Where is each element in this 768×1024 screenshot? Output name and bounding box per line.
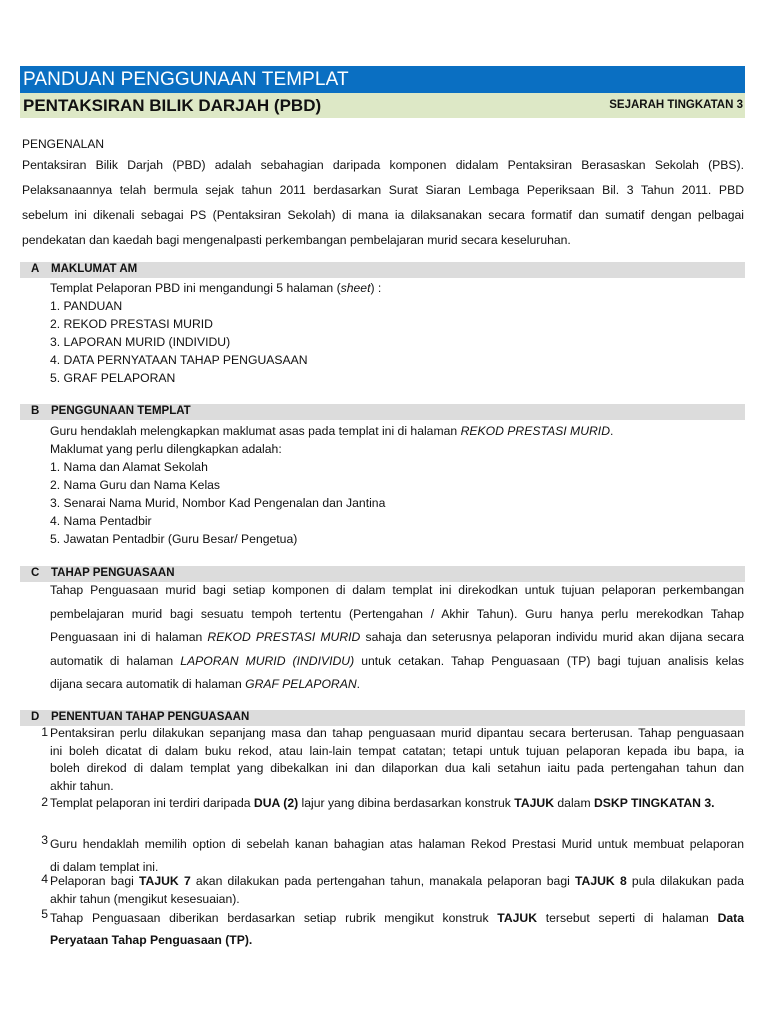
text-bold: TAJUK 8	[575, 874, 627, 888]
item-number: 5	[41, 907, 48, 921]
text: Templat Pelaporan PBD ini mengandungi 5 halaman (	[50, 281, 341, 295]
title-bar	[20, 66, 745, 93]
text: tersebut seperti di halaman	[537, 911, 718, 925]
list-item: 2. Nama Guru dan Nama Kelas	[50, 478, 221, 492]
text-line: di dalam templat ini.	[50, 860, 159, 874]
section-a-intro	[50, 279, 381, 297]
text-line	[50, 872, 744, 890]
text-line	[50, 929, 744, 951]
section-d-item-1	[50, 725, 744, 795]
text-italic: sheet	[340, 281, 371, 295]
text: automatik di halaman	[50, 653, 181, 668]
section-letter: B	[31, 405, 40, 417]
section-d-item-4	[50, 872, 744, 908]
list-item: 1. PANDUAN	[50, 299, 123, 313]
text: dijana secara automatik di halaman	[50, 677, 246, 691]
text: sahaja dan seterusnya pelaporan individu murid akan dijana secara	[360, 630, 744, 644]
text-italic: GRAF PELAPORAN	[245, 677, 357, 691]
section-letter: A	[31, 263, 40, 275]
text-line: akhir tahun (mengikut kesesuaian).	[50, 892, 240, 906]
intro-line: pendekatan dan kaedah bagi mengenalpasti perkembangan pembelajaran murid secara keseluruhan.	[22, 233, 571, 247]
intro-line: Pelaksanaannya telah bermula sejak tahun 2011 berdasarkan Surat Siaran Lembaga Peperiksaan Bil. 3 Tahun 2011. PBD	[22, 183, 744, 197]
subtitle-bar	[20, 93, 745, 118]
text-bold: Peryataan Tahap Penguasaan (TP).	[50, 933, 253, 947]
section-label: PENGGUNAAN TEMPLAT	[51, 405, 191, 417]
section-b-header	[20, 404, 745, 420]
text-line: ini boleh dicatat di dalam buku rekod, atau lain-lain tempat catatan; tetapi untuk tujuan pelaporan kepada ibu bapa, ia	[50, 743, 744, 758]
text: .	[610, 424, 614, 438]
text-line	[50, 907, 744, 929]
text: Templat pelaporan ini terdiri daripada	[50, 796, 254, 810]
text: ) :	[370, 281, 382, 295]
page-subtitle: PENTAKSIRAN BILIK DARJAH (PBD)	[23, 96, 322, 115]
text-bold: DUA (2)	[253, 796, 299, 810]
text-line	[50, 422, 613, 440]
section-b-text	[50, 422, 613, 548]
text-line: boleh direkod di dalam templat yang dibekalkan ini dan dilaporkan dua kali setahun iaitu pada pertengahan tahun dan	[50, 761, 744, 775]
text: .	[356, 677, 361, 691]
intro-line: Pentaksiran Bilik Darjah (PBD) adalah sebahagian daripada komponen didalam Pentaksiran Berasaskan Sekolah (PBS).	[22, 158, 744, 172]
list-item: 4. Nama Pentadbir	[50, 514, 152, 528]
text-line: pembelajaran murid bagi sesuatu tempoh tertentu (Pertengahan / Akhir Tahun). Guru hanya perlu merekodkan Tahap	[50, 606, 744, 621]
text: Guru hendaklah melengkapkan maklumat asas pada templat ini di halaman	[50, 424, 461, 438]
item-number: 2	[41, 795, 48, 809]
list-item: 5. GRAF PELAPORAN	[50, 371, 176, 385]
text-line	[50, 673, 744, 697]
section-label: PENENTUAN TAHAP PENGUASAAN	[51, 711, 250, 723]
text: lajur yang dibina berdasarkan konstruk	[298, 796, 515, 810]
section-label: TAHAP PENGUASAAN	[51, 567, 175, 579]
section-c-paragraph	[50, 579, 744, 697]
text-italic: REKOD PRESTASI MURID	[207, 630, 361, 644]
text: akan dilakukan pada pertengahan tahun, manakala pelaporan bagi	[190, 874, 576, 888]
list-item: 1. Nama dan Alamat Sekolah	[50, 460, 208, 474]
text-line	[50, 650, 744, 674]
text-bold: TAJUK 7	[139, 874, 191, 888]
item-number: 3	[41, 833, 48, 847]
text-bold: TAJUK	[497, 911, 538, 925]
intro-paragraph	[22, 153, 744, 253]
section-letter: D	[31, 711, 40, 723]
section-a-list	[50, 297, 308, 387]
section-d-item-5	[50, 907, 744, 951]
text: Tahap Penguasaan diberikan berdasarkan setiap rubrik mengikut konstruk	[50, 911, 498, 925]
section-letter: C	[31, 567, 40, 579]
text-line: akhir tahun.	[50, 778, 114, 793]
text-italic: REKOD PRESTASI MURID	[460, 424, 610, 438]
text: pula dilakukan pada	[626, 874, 744, 888]
intro-heading: PENGENALAN	[22, 137, 105, 151]
section-a-header	[20, 262, 745, 278]
text-line: Pentaksiran perlu dilakukan sepanjang masa dan tahap penguasaan murid dipantau secara berterusan. Tahap penguasaan	[50, 726, 744, 740]
text-italic: LAPORAN MURID (INDIVIDU)	[180, 653, 355, 668]
list-item: 4. DATA PERNYATAAN TAHAP PENGUASAAN	[50, 353, 308, 367]
list-item: 2. REKOD PRESTASI MURID	[50, 317, 213, 331]
intro-line: sebelum ini dikenali sebagai PS (Pentaksiran Sekolah) di mana ia dilaksanakan secara formatif dan sumatif dengan pelbagai	[22, 208, 744, 222]
section-d-header	[20, 710, 745, 726]
text: Penguasaan ini di halaman	[50, 630, 208, 644]
text-bold: Data	[717, 911, 744, 925]
list-item: 5. Jawatan Pentadbir (Guru Besar/ Pengetua)	[50, 532, 298, 546]
section-label: MAKLUMAT AM	[51, 263, 138, 275]
section-d-item-2	[50, 795, 744, 813]
subject-label: SEJARAH TINGKATAN 3	[609, 99, 743, 111]
list-item: 3. LAPORAN MURID (INDIVIDU)	[50, 335, 231, 349]
item-number: 4	[41, 872, 48, 886]
text: Pelaporan bagi	[50, 874, 140, 888]
list-item: 3. Senarai Nama Murid, Nombor Kad Pengenalan dan Jantina	[50, 496, 386, 510]
text-line: Tahap Penguasaan murid bagi setiap komponen di dalam templat ini direkodkan untuk tujuan pelaporan perkembangan	[50, 583, 744, 597]
item-number: 1	[41, 725, 48, 739]
text-line: Guru hendaklah memilih option di sebelah kanan bahagian atas halaman Rekod Prestasi Murid untuk membuat pelaporan	[50, 837, 744, 851]
text-line	[50, 626, 744, 650]
text-line: Maklumat yang perlu dilengkapkan adalah:	[50, 442, 282, 456]
text: untuk cetakan. Tahap Penguasaan (TP) bagi tujuan analisis kelas	[354, 653, 745, 668]
page-title: PANDUAN PENGGUNAAN TEMPLAT	[23, 69, 349, 90]
text: dalam	[554, 796, 594, 810]
text-bold: DSKP TINGKATAN 3.	[593, 796, 715, 810]
text-bold: TAJUK	[514, 796, 555, 810]
